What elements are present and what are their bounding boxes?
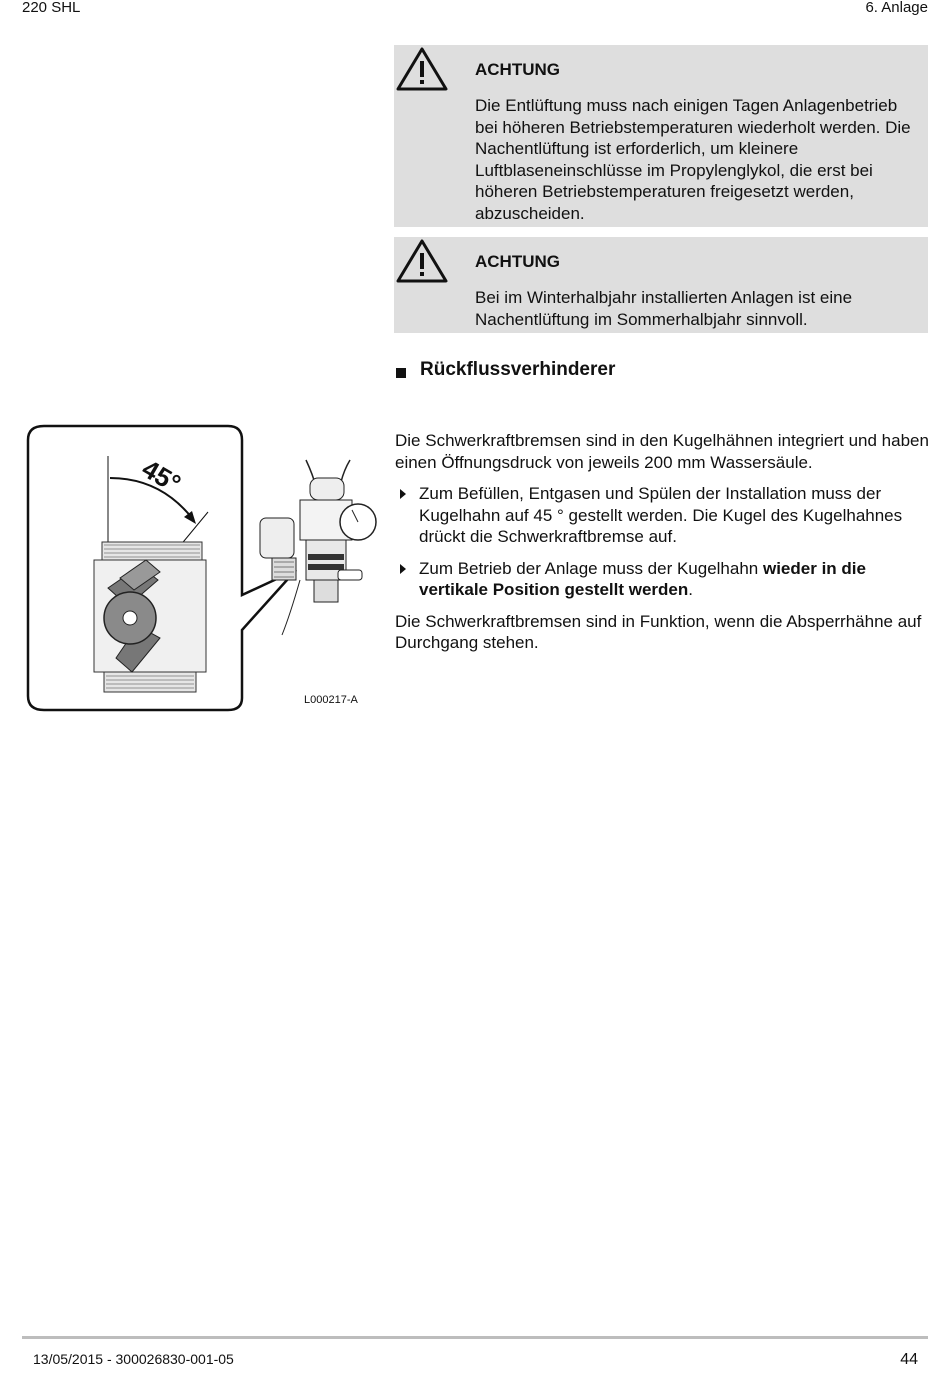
bullet-item xyxy=(395,558,930,601)
section-bullet-square-icon xyxy=(396,368,406,378)
outro-paragraph: Die Schwerkraftbremsen sind in Funktion, wenn die Absperrhähne auf Durchgang stehen. xyxy=(395,611,922,652)
bullet-arrow-icon xyxy=(400,564,406,574)
footer-divider xyxy=(22,1336,928,1339)
bullet-text-bold: wieder in die vertikale Position gestellt werden xyxy=(419,558,866,599)
bullet-text: Zum Befüllen, Entgasen und Spülen der Installation muss der Kugelhahn auf 45 ° gestellt werden. Die Kugel des Kugelhahnes drückt die Schwerkraftbremse auf. xyxy=(419,484,903,546)
bullet-item xyxy=(395,483,930,548)
bullet-text-prefix: Zum Betrieb der Anlage muss der Kugelhahn xyxy=(419,558,763,578)
bullet-arrow-icon xyxy=(400,489,406,499)
ball-valve-figure xyxy=(20,420,380,715)
warning-box-1 xyxy=(394,45,928,227)
header-chapter: 6. Anlage xyxy=(865,0,928,16)
warning-title: ACHTUNG xyxy=(475,60,560,79)
header-product: 220 SHL xyxy=(22,0,81,16)
warning-title: ACHTUNG xyxy=(475,252,560,271)
warning-text: Bei im Winterhalbjahr installierten Anlagen ist eine Nachentlüftung im Sommerhalbjahr sinnvoll. xyxy=(475,288,853,329)
page-number: 44 xyxy=(900,1351,918,1368)
warning-triangle-icon xyxy=(396,239,448,283)
warning-text: Die Entlüftung muss nach einigen Tagen Anlagenbetrieb bei höheren Betriebstemperaturen wiederholt werden. Die Nachentlüftung ist erforderlich, um kleinere Luftblaseneinschlüsse im Propylenglykol, die erst bei höheren Betriebstemperaturen freigesetzt werden, abzuscheiden. xyxy=(475,96,911,223)
figure-reference: L000217-A xyxy=(304,694,358,706)
angle-label: 45° xyxy=(137,453,187,499)
warning-box-2 xyxy=(394,237,928,333)
section-heading: Rückflussverhinderer xyxy=(420,359,616,380)
bullet-text-suffix: . xyxy=(688,580,693,599)
warning-triangle-icon xyxy=(396,47,448,91)
intro-paragraph: Die Schwerkraftbremsen sind in den Kugelhähnen integriert und haben einen Öffnungsdruck von jeweils 200 mm Wassersäule. xyxy=(395,431,929,472)
footer-date-doc: 13/05/2015 - 300026830-001-05 xyxy=(33,1351,234,1367)
section-content xyxy=(395,430,930,664)
